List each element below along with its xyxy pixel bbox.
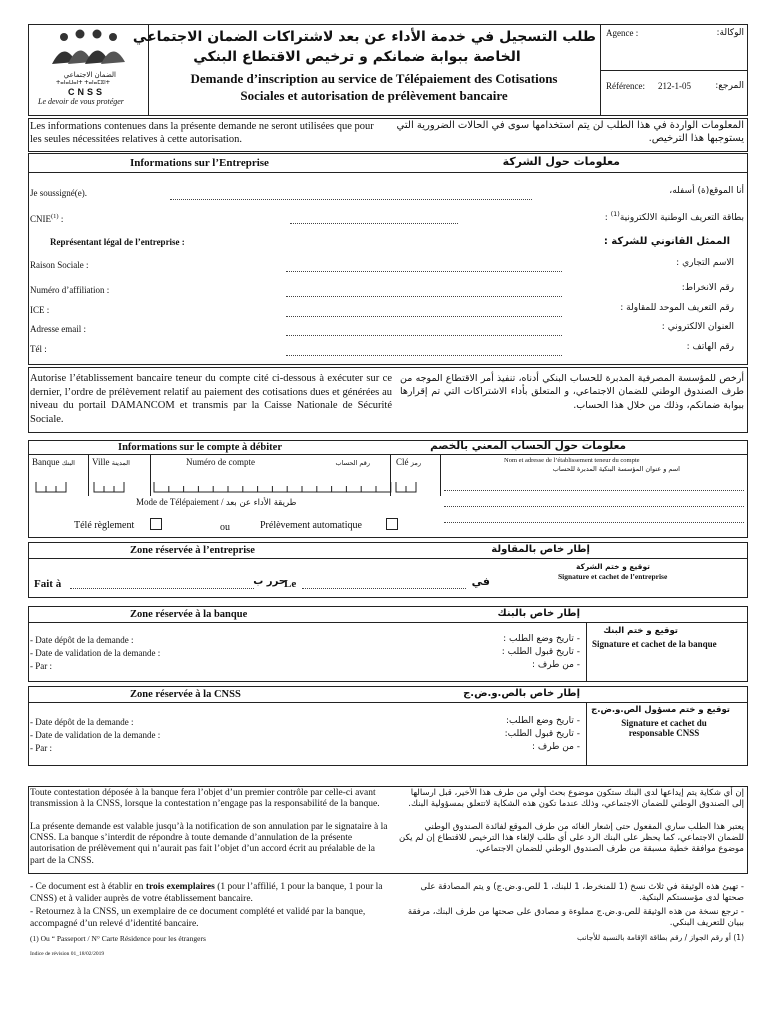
digit-box-group[interactable] [396,482,416,492]
entreprise-field-input[interactable] [286,316,562,317]
notice-french: Les informations contenues dans la présente demande ne seront utilisées que pour les seules nécessitées relatives à cette autorisation. [30,121,374,146]
cnie-field[interactable] [290,223,458,224]
tele-reglement-checkbox[interactable] [150,518,162,530]
ou-label: ou [220,522,230,533]
soussigne-label-ar: أنا الموقع(ة) أسفله، [669,186,744,196]
nom-adresse-field-3[interactable] [444,522,744,523]
zone-line-label-ar: - من طرف : [532,742,580,752]
signature-banque-ar: توقيع و ختم البنك [603,626,678,636]
tele-reglement-label: Télé règlement [74,520,135,531]
signature-cnss-ar: توقيع و ختم مسؤول الص.و.ض.ج [591,705,730,715]
entreprise-field-label: Raison Sociale : [30,260,89,270]
contestation-french-2: La présente demande est valable jusqu’à la notification de son annulation par le signataire à la CNSS. La banque s’interdit de répondre à toute demande d’annulation de la présente autorisation de prélèvement qui n’aurait pas fait l’objet d’un accord écrit au préalable de la part de la CNSS. [30,822,388,866]
cnie-label-ar: بطاقة التعريف الوطنية الالكترونية$^{(1)}$ : [604,210,744,223]
logo-figures-icon [30,28,146,74]
entreprise-field-label-ar: رقم الهاتف : [686,342,734,352]
compte-title-ar: معلومات حول الحساب المعني بالخصم [430,440,626,452]
entreprise-field-label-ar: رقم الانخراط: [681,283,734,293]
title-french-line1: Demande d’inscription au service de Télépaiement des Cotisations [190,71,558,86]
footnote-arabic: (1) أو رقم الجواز / رقم بطاقة الإقامة بالنسبة للأجانب [577,933,744,942]
entreprise-field-label-ar: العنوان الالكتروني : [661,322,734,332]
contestation-french-1: Toute contestation déposée à la banque fera l’objet d’un premier contrôle par celle-ci avant transmission à la CNSS, lorsque la contestation n’engage pas la responsabilité de la banque. [30,788,380,810]
fait-a-label: Fait à [34,578,62,590]
zone-entreprise-title-ar: إطار خاص بالمقاولة [491,544,590,555]
account-number-boxes[interactable] [30,474,442,494]
reference-label: Référence: [606,81,645,91]
representant-label: Représentant légal de l’entreprise : [50,237,185,247]
signature-entreprise-ar: توقيع و ختم الشركة [575,562,650,571]
agence-label-ar: الوكالة: [716,28,744,38]
fi-label: في [471,575,490,588]
entreprise-field-input[interactable] [286,296,562,297]
entreprise-field-label-ar: الاسم التجاري : [676,258,734,268]
entreprise-field-input[interactable] [286,271,562,272]
revision-index: Indice de révision 01_18/02/2019 [30,951,105,957]
numero-compte-label-ar: رقم الحساب [335,459,370,467]
footer-french-2: - Retournez à la CNSS, un exemplaire de ce document complété et validé par la banque, accompagné d’un relevé d’identité bancaire. [30,907,366,929]
numero-compte-label: Numéro de compte [186,457,255,467]
nom-adresse-label-ar: اسم و عنوان المؤسسة البنكية المدبرة للحساب [552,465,680,473]
zone-line-label: - Par : [30,661,52,671]
nom-adresse-field-1[interactable] [444,490,744,491]
logo-tifinagh: ⵜⴰⵏⴰⵡⴰⵏⵜ ⵜⴰⵏⴰⵎⵓⵏⵜ [56,80,110,86]
cle-label: Clé رمز [396,457,421,467]
zone-line-label: - Date dépôt de la demande : [30,717,134,727]
title-french-line2: Sociales et autorisation de prélèvement bancaire [240,88,508,103]
nom-adresse-label: Nom et adresse de l’établissement teneur du compte [504,457,640,464]
zone-line-label: - Date dépôt de la demande : [30,635,134,645]
digit-box-group[interactable] [36,482,66,492]
date-field[interactable] [302,588,466,589]
nom-adresse-field-2[interactable] [444,506,744,507]
cnss-logo [30,28,146,112]
footer-arabic-2: - ترجع نسخة من هذه الوثيقة للص.و.ض.ج مملوءة و مصادق على صحتها من طرف البنك، مرفقة ببيان للتعريف البنكي. [407,907,744,929]
footer-french-1: - Ce document est à établir en trois exemplaires (1 pour l’affilié, 1 pour la banque, 1 pour la CNSS) et à valider auprès de votre établissement bancaire. [30,882,383,904]
zone-entreprise-title: Zone réservée à l’entreprise [130,545,255,556]
digit-box-group[interactable] [94,482,124,492]
zone-line-label: - Par : [30,743,52,753]
title-arabic-line2: الخاصة ببوابة ضمانكم و ترخيص الاقتطاع البنكي [193,49,521,65]
autorisation-arabic: أرخص للمؤسسة المصرفية المدبرة للحساب البنكي أدناه، تنفيذ أمر الاقتطاع الموجه من طرف الصندوق الوطني للضمان الاجتماعي، و المتعلق بأداء الاشتراكات التي تم إقرارها ببوابة ضمانكم، وذلك من خلال هذا الحساب. [400,373,744,411]
signature-banque-fr: Signature et cachet de la banque [592,639,717,649]
zone-banque-title: Zone réservée à la banque [130,609,248,620]
entreprise-field-label: Numéro d’affiliation : [30,285,110,295]
entreprise-field-label: Tél : [30,344,47,354]
notice-arabic: المعلومات الواردة في هذا الطلب لن يتم استخدامها سوى في الحالات الضرورية التي يستوجبها هذا الترخيص. [396,120,744,144]
entreprise-field-input[interactable] [286,355,562,356]
title-arabic-line1: طلب التسجيل في خدمة الأداء عن بعد لاشتراكات الضمان الاجتماعي [132,29,596,45]
contestation-arabic-2: يعتبر هذا الطلب ساري المفعول حتى إشعار الغائه من طرف الموقع لفائدة الصندوق الوطني للضمان الاجتماعي، كما يحظر على البنك الرد على أي طلب لإلغاء هذا الترخيص للاقتطاع إن لم يكن موضوع موافقة خطية مسبقة من طرف الصندوق الوطني للضمان الاجتماعي. [399,822,744,855]
signature-entreprise-fr: Signature et cachet de l’entreprise [558,572,668,581]
zone-cnss-title-ar: إطار خاص بالص.و.ض.ج [463,688,580,699]
zone-banque-title-ar: إطار خاص بالبنك [497,608,580,619]
zone-line-label: - Date de validation de la demande : [30,648,161,658]
entreprise-title: Informations sur l’Entreprise [130,157,269,169]
zone-line-label: - Date de validation de la demande : [30,730,161,740]
footnote-french: (1) Ou “ Passeport / N° Carte Résidence pour les étrangers [30,934,206,943]
prelevement-checkbox[interactable] [386,518,398,530]
entreprise-field-label-ar: رقم التعريف الموحد للمقاولة : [620,303,734,313]
logo-abbr: CNSS [68,87,106,97]
zone-line-label-ar: - تاريخ وضع الطلب: [506,716,580,726]
le-label: Le [284,578,297,590]
zone-line-label-ar: - من طرف : [532,660,580,670]
harrer-label: حرر ب [253,576,286,587]
entreprise-field-label: Adresse email : [30,324,86,334]
zone-cnss-title: Zone réservée à la CNSS [130,689,241,700]
cnie-label: CNIE$^{(1)}$ : [30,213,64,224]
footer-arabic-1: - تهيئ هذه الوثيقة في ثلاث نسخ (1 للمنخرط، 1 للبنك، 1 للص.و.ض.ج) و يتم المصادقة على صحتها لدى مؤسستكم البنكية. [420,882,744,904]
logo-arabic: الضمان الاجتماعي [63,71,116,79]
autorisation-french: Autorise l’établissement bancaire teneur du compte cité ci-dessous à exécuter sur ce dernier, l’ordre de prélèvement relatif au paiement des cotisations dues et générées au niveau du portail DAMANCOM et transmis par la Caisse Nationale de Sécurité Sociale. [30,373,392,425]
zone-line-label-ar: - تاريخ قبول الطلب: [504,729,580,739]
mode-telepaiement-label: Mode de Télépaiement / طريقة الأداء عن بعد [136,497,297,508]
entreprise-field-label: ICE : [30,305,50,315]
entreprise-title-ar: معلومات حول الشركة [502,155,620,168]
prelevement-label: Prélèvement automatique [260,520,362,531]
soussigne-label: Je soussigné(e). [30,188,87,198]
representant-label-ar: الممثل القانوني للشركة : [603,236,730,247]
logo-tagline: Le devoir de vous protéger [38,97,124,106]
digit-box-group[interactable] [154,482,391,492]
soussigne-field[interactable] [170,199,532,200]
contestation-arabic-1: إن أي شكاية يتم إيداعها لدى البنك ستكون موضوع بحث أولي من طرف هذا الأخير، قبل ارسالها إلى الصندوق الوطني للضمان الاجتماعي، وذلك عندما تكون هذه الشكاية لاتتعلق بمسؤولية البنك. [408,788,744,810]
reference-label-ar: المرجع: [715,81,744,91]
reference-value: 212-1-05 [658,81,691,91]
agence-label: Agence : [606,28,639,38]
fait-a-field[interactable] [70,588,254,589]
signature-cnss-fr: Signature et cachet du responsable CNSS [621,718,707,738]
zone-line-label-ar: - تاريخ وضع الطلب : [503,634,580,644]
entreprise-field-input[interactable] [286,335,562,336]
compte-title: Informations sur le compte à débiter [118,442,282,453]
zone-line-label-ar: - تاريخ قبول الطلب : [501,647,580,657]
banque-label: Banque البنك [32,457,75,467]
ville-label: Ville المدينة [92,457,130,467]
